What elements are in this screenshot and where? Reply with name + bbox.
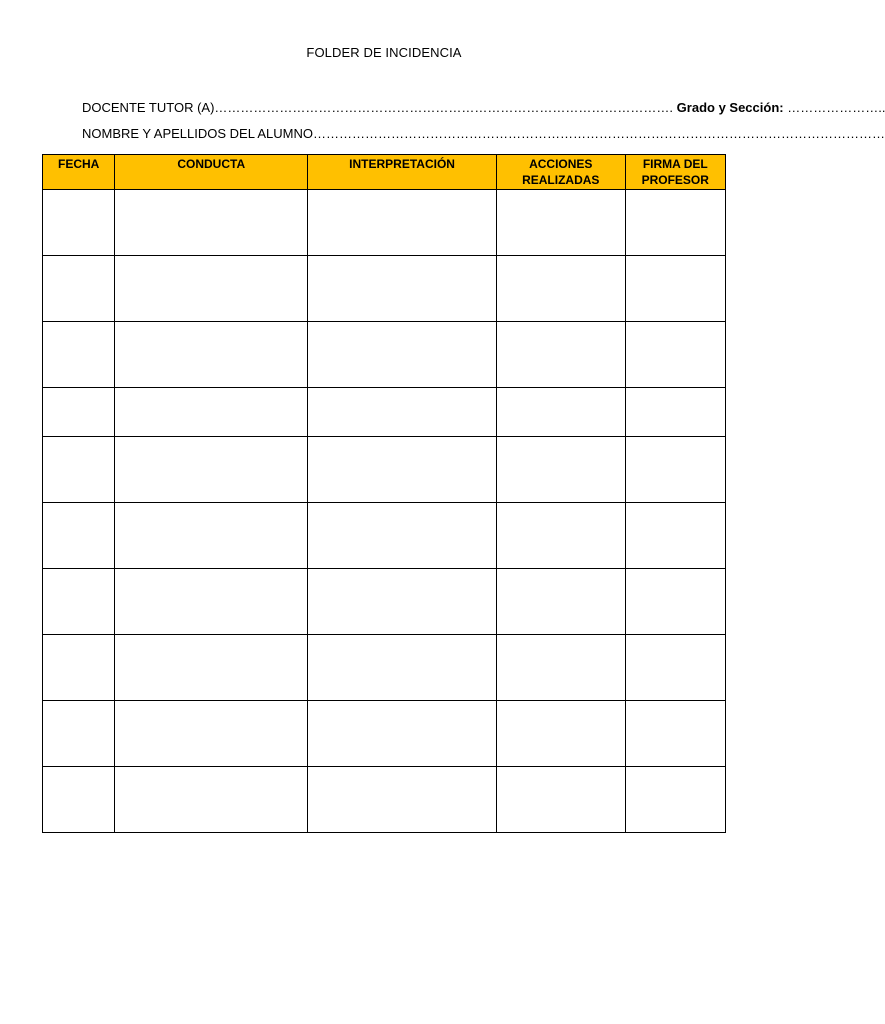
document-title: FOLDER DE INCIDENCIA [306,45,462,60]
incident-table-body [43,190,726,833]
conducta-cell[interactable] [115,767,308,833]
acciones-cell[interactable] [496,767,625,833]
student-field-line [82,126,885,141]
conducta-cell[interactable] [115,569,308,635]
conducta-cell[interactable] [115,256,308,322]
table-row [43,701,726,767]
conducta-cell[interactable] [115,388,308,437]
header-interpretacion: INTERPRETACIÓN [308,155,497,190]
acciones-cell[interactable] [496,256,625,322]
acciones-cell[interactable] [496,322,625,388]
header-fecha: FECHA [43,155,115,190]
header-acciones-realizadas: ACCIONES REALIZADAS [496,155,625,190]
table-row [43,635,726,701]
acciones-cell[interactable] [496,569,625,635]
table-row [43,388,726,437]
firma-cell[interactable] [625,437,725,503]
fecha-cell[interactable] [43,701,115,767]
fecha-cell[interactable] [43,437,115,503]
interpretacion-cell[interactable] [308,635,497,701]
table-row [43,322,726,388]
grade-fill-dots[interactable]: ………………….. [787,100,885,115]
firma-cell[interactable] [625,569,725,635]
teacher-field-line [82,100,885,115]
interpretacion-cell[interactable] [308,256,497,322]
acciones-cell[interactable] [496,503,625,569]
acciones-cell[interactable] [496,701,625,767]
interpretacion-cell[interactable] [308,767,497,833]
header-firma-del-profesor: FIRMA DEL PROFESOR [625,155,725,190]
header-row [43,155,726,190]
firma-cell[interactable] [625,190,725,256]
student-fill-dots[interactable]: …………………………………………………………………………………………………………………… [312,126,885,141]
firma-cell[interactable] [625,635,725,701]
fecha-cell[interactable] [43,256,115,322]
interpretacion-cell[interactable] [308,503,497,569]
fecha-cell[interactable] [43,322,115,388]
interpretacion-cell[interactable] [308,190,497,256]
firma-cell[interactable] [625,256,725,322]
interpretacion-cell[interactable] [308,322,497,388]
acciones-cell[interactable] [496,388,625,437]
conducta-cell[interactable] [115,503,308,569]
table-row [43,190,726,256]
interpretacion-cell[interactable] [308,569,497,635]
conducta-cell[interactable] [115,701,308,767]
fecha-cell[interactable] [43,190,115,256]
conducta-cell[interactable] [115,322,308,388]
firma-cell[interactable] [625,503,725,569]
header-conducta: CONDUCTA [115,155,308,190]
fecha-cell[interactable] [43,503,115,569]
student-label: NOMBRE Y APELLIDOS DEL ALUMNO [82,126,313,141]
conducta-cell[interactable] [115,635,308,701]
teacher-label: DOCENTE TUTOR (A) [82,100,215,115]
incident-table-header [43,155,726,190]
table-row [43,767,726,833]
interpretacion-cell[interactable] [308,437,497,503]
firma-cell[interactable] [625,388,725,437]
firma-cell[interactable] [625,701,725,767]
acciones-cell[interactable] [496,437,625,503]
table-row [43,437,726,503]
grade-label: Grado y Sección: [676,100,784,115]
teacher-fill-dots[interactable]: ……………………………………………………………………………………………. [214,100,674,115]
acciones-cell[interactable] [496,635,625,701]
table-row [43,256,726,322]
interpretacion-cell[interactable] [308,388,497,437]
fecha-cell[interactable] [43,569,115,635]
firma-cell[interactable] [625,767,725,833]
conducta-cell[interactable] [115,190,308,256]
fecha-cell[interactable] [43,767,115,833]
conducta-cell[interactable] [115,437,308,503]
fecha-cell[interactable] [43,635,115,701]
interpretacion-cell[interactable] [308,701,497,767]
fecha-cell[interactable] [43,388,115,437]
table-row [43,503,726,569]
acciones-cell[interactable] [496,190,625,256]
firma-cell[interactable] [625,322,725,388]
table-row [43,569,726,635]
incident-table [42,154,726,833]
